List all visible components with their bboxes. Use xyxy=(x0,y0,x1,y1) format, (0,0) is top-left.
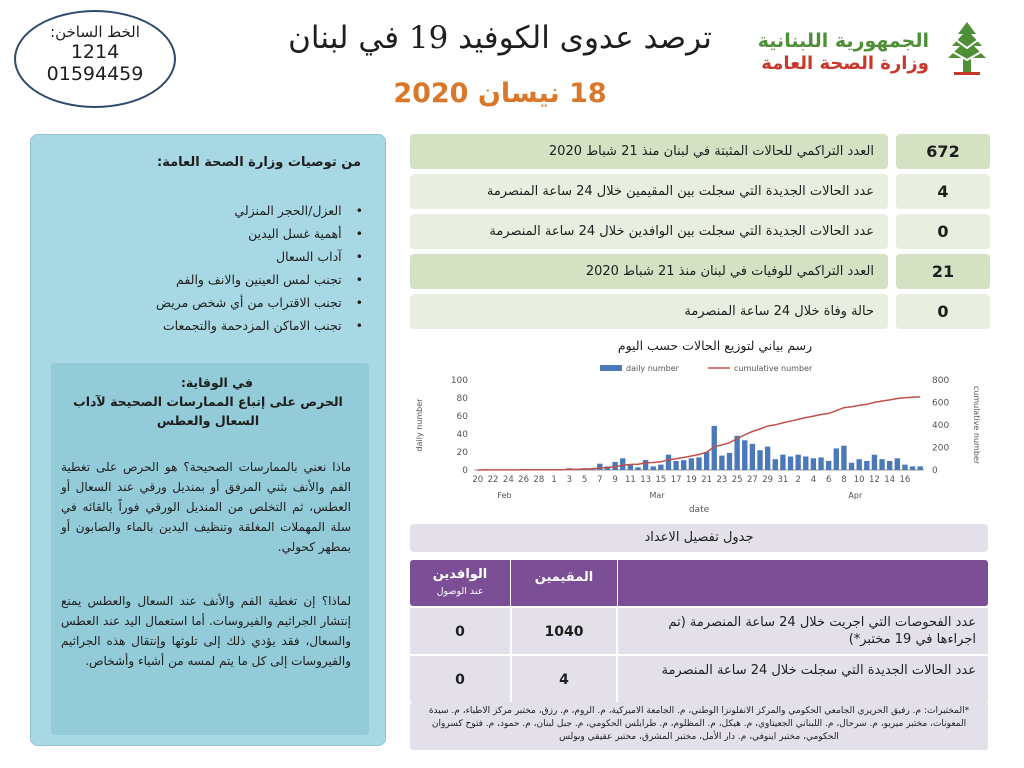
bar xyxy=(704,452,709,470)
bar xyxy=(879,459,884,470)
y2-axis-title: cumulative number xyxy=(972,385,981,465)
hotline-badge xyxy=(14,10,176,108)
x-tick-label: 4 xyxy=(810,475,817,485)
stat-row-new-arrivals xyxy=(410,214,990,249)
hotline-label: الخط الساخن: xyxy=(50,23,140,41)
bar xyxy=(834,448,839,470)
bar xyxy=(719,456,724,470)
table-title: جدول تفصيل الاعداد xyxy=(410,524,988,552)
bar xyxy=(826,461,831,470)
ministry-line-2: وزارة الصحة العامة xyxy=(761,53,929,74)
stat-value: 0 xyxy=(896,294,990,329)
hotline-number-2: 01594459 xyxy=(46,63,144,85)
stat-label: العدد التراكمي للوفيات في لبنان منذ 21 شباط 2020 xyxy=(410,254,888,289)
y-tick-label: 100 xyxy=(450,376,468,386)
bar xyxy=(872,455,877,470)
list-item: • تجنب الاماكن المزدحمة والتجمعات xyxy=(156,314,363,337)
bar xyxy=(918,466,923,470)
month-label: Mar xyxy=(649,491,665,500)
prevention-title: في الوقاية: xyxy=(180,375,253,390)
ministry-name xyxy=(758,30,929,75)
bar xyxy=(910,466,915,470)
x-tick-label: 28 xyxy=(533,475,545,485)
recommendations-list xyxy=(156,199,363,337)
stat-value: 0 xyxy=(896,214,990,249)
chart-title: رسم بياني لتوزيع الحالات حسب اليوم xyxy=(617,338,813,353)
x-tick-label: 16 xyxy=(899,475,911,485)
x-tick-label: 11 xyxy=(624,475,636,485)
y-axis-title: daily number xyxy=(415,398,424,452)
stat-value: 21 xyxy=(896,254,990,289)
stat-row-cumulative-deaths xyxy=(410,254,990,289)
legend-label-daily: daily number xyxy=(626,364,679,373)
x-tick-label: 2 xyxy=(795,475,801,485)
y2-tick-label: 600 xyxy=(932,398,950,409)
bar xyxy=(727,453,732,470)
hotline-number-1: 1214 xyxy=(70,41,120,63)
bar xyxy=(750,444,755,470)
x-tick-label: 12 xyxy=(869,475,880,485)
x-tick-label: 15 xyxy=(655,475,667,485)
recommendations-title: من توصيات وزارة الصحة العامة: xyxy=(157,155,361,170)
x-tick-label: 3 xyxy=(566,475,573,485)
x-tick-label: 10 xyxy=(853,475,865,485)
bar xyxy=(765,447,770,470)
prevention-paragraph-1: ماذا نعني بالممارسات الصحيحة؟ هو الحرص على تغطية الفم والأنف بثني المرفق أو بمنديل ورقي عند السعال أو العطس، ثم التخلص من المنديل الورقي فوراً بالقائه في سلة المهملات المغلقة وتنظيف اليدين بالماء والصابون أو بمطهر كحولي. xyxy=(61,460,351,554)
x-tick-label: 9 xyxy=(612,475,618,485)
x-tick-label: 26 xyxy=(518,475,529,485)
bar xyxy=(643,460,648,470)
bar xyxy=(811,458,816,470)
x-tick-label: 5 xyxy=(581,475,588,485)
list-item: • آداب السعال xyxy=(156,245,363,268)
bar xyxy=(803,457,808,471)
x-tick-label: 6 xyxy=(825,475,832,485)
x-tick-label: 24 xyxy=(502,475,514,485)
bar xyxy=(780,455,785,470)
table-row xyxy=(410,656,988,704)
bar xyxy=(673,461,678,470)
bar xyxy=(902,465,907,470)
table-header xyxy=(410,560,988,606)
x-tick-label: 21 xyxy=(701,475,713,485)
arrivals-cell: 0 xyxy=(455,672,465,688)
stat-row-new-deaths xyxy=(410,294,990,329)
prevention-subtitle: الحرص على إتباع الممارسات الصحيحة لآداب السعال والعطس xyxy=(73,394,343,428)
bar xyxy=(895,458,900,470)
bar xyxy=(818,457,823,470)
y-tick-label: 20 xyxy=(456,448,468,458)
legend-label-cumulative: cumulative number xyxy=(734,364,813,373)
bar xyxy=(857,459,862,470)
y-tick-label: 40 xyxy=(456,430,468,440)
bar xyxy=(849,463,854,470)
bar xyxy=(658,465,663,470)
bar xyxy=(864,461,869,470)
residents-cell: 4 xyxy=(510,656,618,704)
stat-row-cumulative-cases xyxy=(410,134,990,169)
x-tick-label: 7 xyxy=(597,475,603,485)
stat-label: العدد التراكمي للحالات المثبتة في لبنان منذ 21 شباط 2020 xyxy=(410,134,888,169)
x-tick-label: 25 xyxy=(731,475,743,485)
residents-cell: 1040 xyxy=(510,608,618,656)
x-tick-label: 29 xyxy=(762,475,774,485)
bar xyxy=(651,466,656,470)
x-tick-label: 23 xyxy=(716,475,728,485)
x-tick-label: 20 xyxy=(472,475,484,485)
column-header-arrivals-sub: عند الوصول xyxy=(436,586,484,597)
x-tick-label: 14 xyxy=(884,475,896,485)
stat-value: 4 xyxy=(896,174,990,209)
month-label: Apr xyxy=(848,491,863,500)
stat-label: عدد الحالات الجديدة التي سجلت بين الوافدين خلال 24 ساعة المنصرمة xyxy=(410,214,888,249)
row-label: عدد الفحوصات التي اجريت خلال 24 ساعة المنصرمة (تم اجراءها في 19 مختبر*) xyxy=(668,615,976,647)
y2-tick-label: 200 xyxy=(932,443,950,454)
list-item: • تجنب الاقتراب من أي شخص مريض xyxy=(156,291,363,314)
x-axis-title: date xyxy=(688,505,710,515)
bar xyxy=(742,440,747,470)
x-tick-label: 8 xyxy=(841,475,847,485)
prevention-paragraph-2: لماذا؟ إن تغطية الفم والأنف عند السعال والعطس يمنع إنتشار الجراثيم والفيروسات. أما استعمال اليد عند العطس والسعال، فقد يؤدي ذلك إلى تلوثها وإنتقال هذه الجراثيم والفيروسات إلى كل ما يتم لمسه من أشياء وأشخاص. xyxy=(61,594,351,668)
list-item: • أهمية غسل اليدين xyxy=(156,222,363,245)
table-row xyxy=(410,608,988,656)
stat-label: حالة وفاة خلال 24 ساعة المنصرمة xyxy=(410,294,888,329)
page-title: ترصد عدوى الكوفيد 19 في لبنان xyxy=(288,20,712,56)
y2-tick-label: 0 xyxy=(932,466,938,476)
x-tick-label: 27 xyxy=(746,475,758,485)
y-tick-label: 80 xyxy=(456,394,468,404)
bar xyxy=(788,457,793,471)
bar xyxy=(597,464,602,470)
report-date: 18 نيسان 2020 xyxy=(393,78,607,109)
stat-label: عدد الحالات الجديدة التي سجلت بين المقيمين خلال 24 ساعة المنصرمة xyxy=(410,174,888,209)
daily-cases-chart xyxy=(408,358,988,518)
y-tick-label: 0 xyxy=(462,466,468,476)
bar xyxy=(681,460,686,470)
bar xyxy=(666,455,671,470)
x-tick-label: 31 xyxy=(777,475,789,485)
x-tick-label: 22 xyxy=(487,475,499,485)
stat-row-new-residents xyxy=(410,174,990,209)
list-item: • تجنب لمس العينين والانف والفم xyxy=(156,268,363,291)
arrivals-cell: 0 xyxy=(455,624,465,640)
prevention-box xyxy=(51,363,369,735)
stat-value: 672 xyxy=(896,134,990,169)
x-tick-label: 13 xyxy=(640,475,652,485)
column-header-arrivals xyxy=(410,560,510,606)
x-tick-label: 19 xyxy=(685,475,697,485)
bar xyxy=(635,467,640,470)
ministry-line-1: الجمهورية اللبنانية xyxy=(757,30,929,52)
column-header-residents: المقيمين xyxy=(510,560,618,606)
bar xyxy=(773,459,778,470)
bar xyxy=(620,458,625,470)
x-tick-label: 17 xyxy=(670,475,682,485)
y-tick-label: 60 xyxy=(456,412,468,422)
cedar-logo-icon xyxy=(936,18,998,80)
row-label: عدد الحالات الجديدة التي سجلت خلال 24 ساعة المنصرمة xyxy=(661,663,976,678)
list-item: • العزل/الحجر المنزلي xyxy=(156,199,363,222)
bar xyxy=(734,436,739,470)
labs-footnote: *المختبرات: م. رفيق الحريري الجامعي الحكومي والمركز الانفلونزا الوطني، م. الجامعة الاميركية، م. الروم، م. رزق، مختبر مركز الاطباء، م. سيدة المعونات، مختبر ميريو، م. سرحال، م. اللبناني الجعيتاوي، م. هيكل، م. المظلوم، م. طرابلس الحكومي، م. جبل لبنان، م. حمود، م. فتوح كسروان الحكومي، مختبر اينوفي، م. دار الأمل، مختبر المشرق، مختبر عقيقي وبولس xyxy=(410,702,988,750)
bar xyxy=(887,461,892,470)
bar xyxy=(689,458,694,470)
recommendations-panel xyxy=(30,134,386,746)
column-header-arrivals-label: الوافدين xyxy=(432,567,488,582)
prevention-heading xyxy=(63,373,353,430)
bar xyxy=(795,455,800,470)
legend-swatch-daily xyxy=(600,365,622,371)
bar xyxy=(757,450,762,470)
y2-tick-label: 400 xyxy=(932,421,950,431)
x-tick-label: 1 xyxy=(551,475,557,485)
bar xyxy=(841,446,846,470)
y2-tick-label: 800 xyxy=(932,376,950,386)
bar xyxy=(696,457,701,470)
month-label: Feb xyxy=(497,491,512,500)
